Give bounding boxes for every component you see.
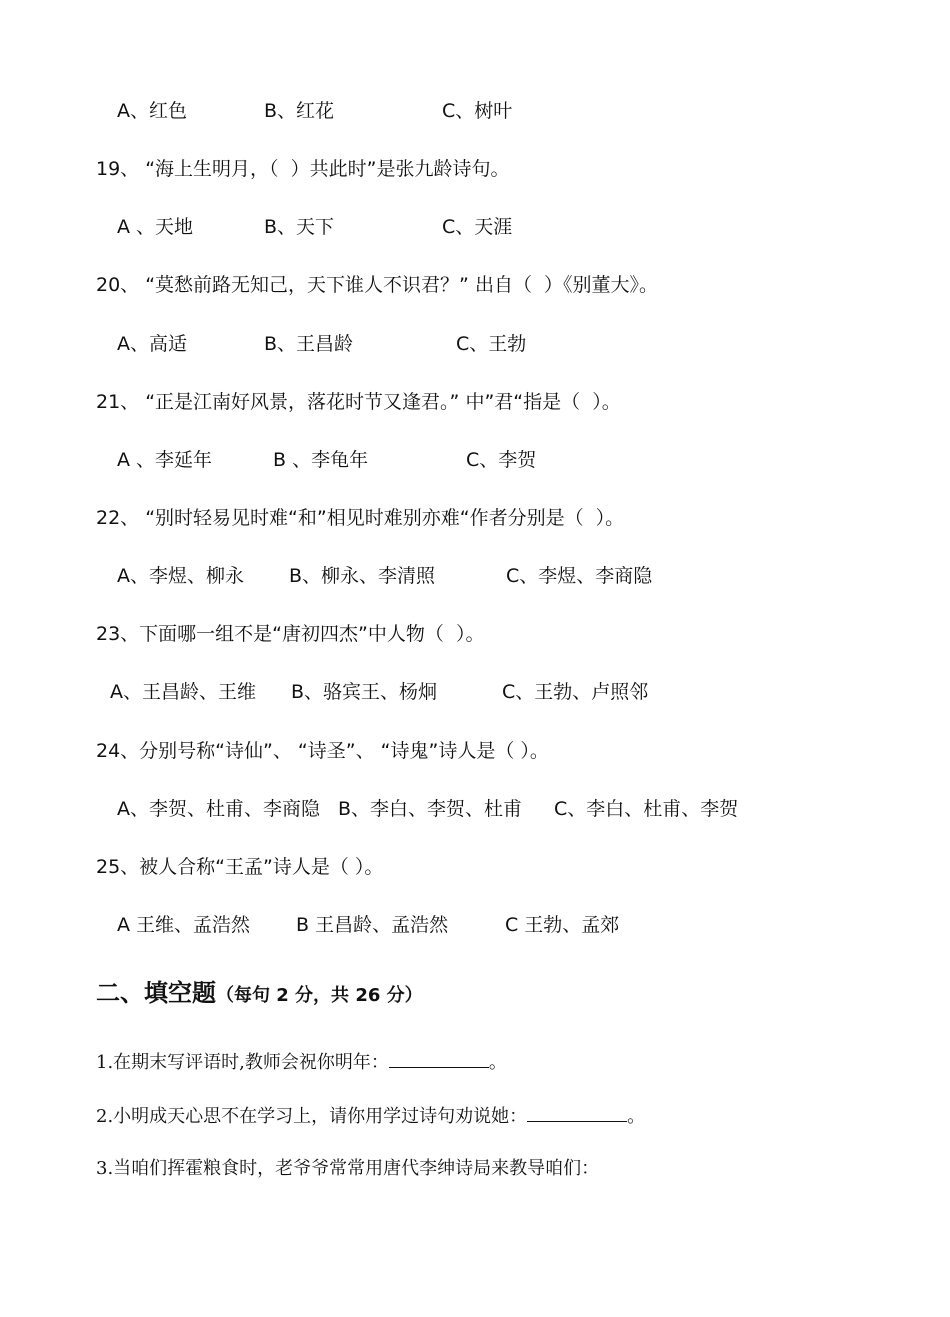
q22-option-a: A、李煜、柳永 bbox=[117, 565, 244, 587]
q22-text: 22、 “别时轻易见时难“和”相见时难别亦难“作者分别是（ ）。 bbox=[96, 507, 625, 529]
q23-option-b: B、骆宾王、杨炯 bbox=[291, 681, 438, 703]
fill-item-3: 3.当咱们挥霍粮食时，老爷爷常常用唐代李绅诗局来教导咱们： bbox=[96, 1158, 600, 1179]
q25-text: 25、被人合称“王孟”诗人是（ ）。 bbox=[96, 856, 384, 878]
q18-option-b: B、红花 bbox=[264, 100, 335, 122]
q24-option-b: B、李白、李贺、杜甫 bbox=[338, 798, 523, 820]
q24-option-c: C、李白、杜甫、李贺 bbox=[554, 798, 739, 820]
q23-option-c: C、王勃、卢照邻 bbox=[502, 681, 649, 703]
fill-item-1-text: 1.在期末写评语时,教师会祝你明年： bbox=[96, 1052, 389, 1073]
q19-option-b: B、天下 bbox=[264, 216, 335, 238]
q25-option-a: A 王维、孟浩然 bbox=[117, 914, 251, 936]
q25-option-b: B 王昌龄、孟浩然 bbox=[296, 914, 449, 936]
q19-text: 19、 “海上生明月，（ ）共此时”是张九龄诗句。 bbox=[96, 158, 510, 180]
q20-text: 20、 “莫愁前路无知己，天下谁人不识君？” 出自（ ）《别董大》。 bbox=[96, 274, 659, 296]
q22-option-c: C、李煜、李商隐 bbox=[506, 565, 653, 587]
q21-option-a: A 、李延年 bbox=[117, 449, 213, 471]
q19-option-a: A 、天地 bbox=[117, 216, 194, 238]
q20-option-b: B、王昌龄 bbox=[264, 333, 354, 355]
q24-option-a: A、李贺、杜甫、李商隐 bbox=[117, 798, 320, 820]
q20-option-c: C、王勃 bbox=[456, 333, 527, 355]
q23-text: 23、下面哪一组不是“唐初四杰”中人物（ ）。 bbox=[96, 623, 485, 645]
fill-item-2 bbox=[96, 1103, 645, 1129]
fill-item-1 bbox=[96, 1049, 507, 1075]
section2-note: （每句 2 分，共 26 分） bbox=[216, 985, 423, 1006]
q18-option-a: A、红色 bbox=[117, 100, 187, 122]
fill-item-2-text: 2.小明成天心思不在学习上，请你用学过诗句劝说她： bbox=[96, 1106, 528, 1127]
q20-option-a: A、高适 bbox=[117, 333, 187, 355]
q21-text: 21、 “正是江南好风景，落花时节又逢君。” 中”君“指是（ ）。 bbox=[96, 391, 621, 413]
fill-item-2-end: 。 bbox=[627, 1106, 646, 1127]
fill-item-1-blank[interactable] bbox=[389, 1049, 489, 1068]
section2-heading bbox=[96, 973, 423, 1008]
q21-option-b: B 、李龟年 bbox=[273, 449, 369, 471]
q23-option-a: A、王昌龄、王维 bbox=[110, 681, 256, 703]
q22-option-b: B、柳永、李清照 bbox=[289, 565, 436, 587]
q25-option-c: C 王勃、孟郊 bbox=[505, 914, 620, 936]
section2-title: 二、填空题 bbox=[96, 979, 216, 1007]
fill-item-1-end: 。 bbox=[488, 1052, 507, 1073]
fill-item-2-blank[interactable] bbox=[527, 1103, 627, 1122]
q18-option-c: C、树叶 bbox=[442, 100, 513, 122]
q19-option-c: C、天涯 bbox=[442, 216, 513, 238]
q21-option-c: C、李贺 bbox=[466, 449, 537, 471]
q24-text: 24、分别号称“诗仙”、 “诗圣”、 “诗鬼”诗人是（ ）。 bbox=[96, 740, 549, 762]
